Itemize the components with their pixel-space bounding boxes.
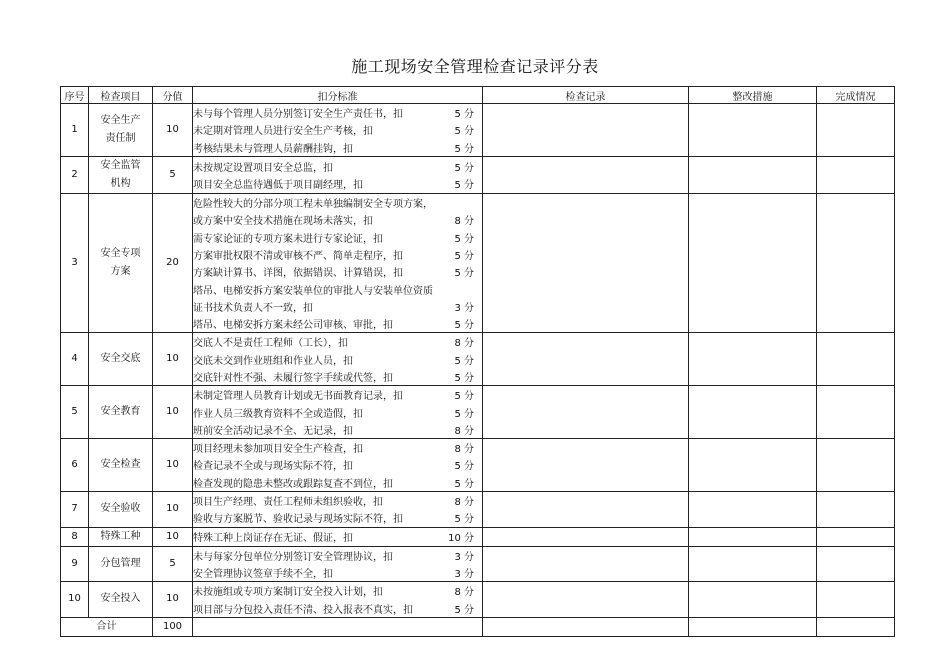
deduction-line <box>193 582 482 599</box>
deduction-points: 8 分 <box>454 216 474 228</box>
status-cell[interactable] <box>817 193 895 332</box>
check-item-line: 安全投入 <box>100 593 141 605</box>
deduction-line <box>193 351 482 368</box>
record-cell[interactable] <box>483 527 689 546</box>
deduction-points: 10 分 <box>448 533 474 545</box>
deduction-standard <box>193 386 483 439</box>
deduction-line <box>193 333 482 350</box>
page-title: 施工现场安全管理检查记录评分表 <box>351 57 599 76</box>
deduction-points: 5 分 <box>454 109 474 121</box>
row-number: 8 <box>61 527 89 546</box>
deduction-points: 5 分 <box>454 162 474 174</box>
table-row <box>61 439 895 492</box>
deduction-line <box>193 315 482 332</box>
deduction-line <box>193 474 482 491</box>
table-row <box>61 527 895 546</box>
table-body <box>61 104 895 618</box>
deduction-text: 项目生产经理、责任工程师未组织验收，扣 <box>193 497 383 509</box>
deduction-text: 交底人不是责任工程师（工长），扣 <box>193 338 348 350</box>
header-record: 检查记录 <box>483 87 689 104</box>
record-cell[interactable] <box>483 439 689 492</box>
deduction-standard <box>193 491 483 527</box>
deduction-standard <box>193 527 483 546</box>
check-item-line: 分包管理 <box>100 557 141 569</box>
row-number: 9 <box>61 546 89 582</box>
deduction-standard <box>193 193 483 332</box>
deduction-text: 安全管理协议签章手续不全，扣 <box>193 568 333 580</box>
status-cell[interactable] <box>817 546 895 582</box>
row-number: 4 <box>61 333 89 386</box>
status-cell[interactable] <box>817 527 895 546</box>
item-score: 10 <box>153 527 193 546</box>
deduction-points: 8 分 <box>454 497 474 509</box>
deduction-line <box>193 263 482 280</box>
deduction-points: 5 分 <box>454 250 474 262</box>
check-item-line: 安全生产 <box>100 114 141 126</box>
row-number: 3 <box>61 193 89 332</box>
deduction-text: 项目部与分包投入责任不清、投入报表不真实，扣 <box>193 604 413 616</box>
deduction-points: 5 分 <box>454 180 474 192</box>
deduction-text: 项目安全总监待遇低于项目副经理，扣 <box>193 180 363 192</box>
status-cell[interactable] <box>817 439 895 492</box>
score-table <box>60 86 895 637</box>
check-item-line: 特殊工种 <box>100 530 141 542</box>
deduction-line <box>193 246 482 263</box>
status-cell[interactable] <box>817 386 895 439</box>
deduction-text: 未按施组或专项方案制订安全投入计划，扣 <box>193 587 383 599</box>
record-cell[interactable] <box>483 104 689 157</box>
deduction-text: 考核结果未与管理人员薪酬挂钩，扣 <box>193 143 353 155</box>
check-item-line: 安全验收 <box>100 503 141 515</box>
record-cell[interactable] <box>483 156 689 193</box>
deduction-points: 5 分 <box>454 373 474 384</box>
table-row <box>61 386 895 439</box>
deduction-text: 交底针对性不强、未履行签字手续或代签，扣 <box>193 373 393 384</box>
deduction-text: 未与每个管理人员分别签订安全生产责任书，扣 <box>193 109 403 121</box>
header-score: 分值 <box>153 87 193 104</box>
status-cell[interactable] <box>817 333 895 386</box>
deduction-line <box>193 403 482 420</box>
deduction-text: 检查发现的隐患未整改或跟踪复查不到位，扣 <box>193 478 393 490</box>
deduction-text: 班前安全活动记录不全、无记录，扣 <box>193 425 353 437</box>
deduction-points: 5 分 <box>454 604 474 616</box>
deduction-points: 3 分 <box>454 551 474 563</box>
item-score: 10 <box>153 104 193 157</box>
deduction-points: 8 分 <box>454 338 474 350</box>
deduction-line <box>193 175 482 192</box>
deduction-points: 5 分 <box>454 461 474 473</box>
deduction-standard <box>193 333 483 386</box>
deduction-points: 8 分 <box>454 444 474 456</box>
total-record-cell <box>483 617 689 636</box>
deduction-text: 未定期对管理人员进行安全生产考核，扣 <box>193 126 373 138</box>
deduction-text: 交底未交到作业班组和作业人员，扣 <box>193 355 353 367</box>
table-row <box>61 546 895 582</box>
check-item <box>89 156 153 193</box>
deduction-line <box>193 456 482 473</box>
table-row <box>61 104 895 157</box>
check-item <box>89 193 153 332</box>
deduction-line <box>193 121 482 138</box>
deduction-text: 或方案中安全技术措施在现场未落实，扣 <box>193 216 373 228</box>
row-number: 6 <box>61 439 89 492</box>
deduction-line <box>193 528 482 545</box>
table-row <box>61 582 895 618</box>
check-item-line: 方案 <box>110 266 131 278</box>
deduction-line <box>193 211 482 228</box>
deduction-points: 5 分 <box>454 320 474 332</box>
header-standard: 扣分标准 <box>193 87 483 104</box>
header-measure: 整改措施 <box>689 87 817 104</box>
record-cell[interactable] <box>483 491 689 527</box>
status-cell[interactable] <box>817 104 895 157</box>
status-cell[interactable] <box>817 156 895 193</box>
item-score: 10 <box>153 582 193 618</box>
deduction-text: 检查记录不全或与现场实际不符，扣 <box>193 461 353 473</box>
total-measure-cell <box>689 617 817 636</box>
check-item-line: 安全交底 <box>100 353 141 365</box>
deduction-text: 方案审批权限不清或审核不严、简单走程序，扣 <box>193 250 403 262</box>
item-score: 5 <box>153 546 193 582</box>
deduction-standard <box>193 582 483 618</box>
deduction-points: 5 分 <box>454 391 474 403</box>
measure-cell[interactable] <box>689 386 817 439</box>
deduction-points: 5 分 <box>454 478 474 490</box>
item-score: 10 <box>153 491 193 527</box>
table-row <box>61 491 895 527</box>
deduction-points: 8 分 <box>454 425 474 437</box>
deduction-text: 方案缺计算书、详图，依据错误、计算错误，扣 <box>193 268 403 280</box>
total-label: 合计 <box>61 617 153 636</box>
record-cell[interactable] <box>483 582 689 618</box>
item-score: 20 <box>153 193 193 332</box>
deduction-line <box>193 194 482 211</box>
deduction-line <box>193 280 482 297</box>
item-score: 5 <box>153 156 193 193</box>
deduction-text: 未按规定设置项目安全总监，扣 <box>193 162 333 174</box>
measure-cell[interactable] <box>689 193 817 332</box>
check-item <box>89 333 153 386</box>
deduction-standard <box>193 439 483 492</box>
deduction-line <box>193 298 482 315</box>
deduction-line <box>193 158 482 175</box>
item-score: 10 <box>153 439 193 492</box>
check-item <box>89 439 153 492</box>
total-status-cell <box>817 617 895 636</box>
status-cell[interactable] <box>817 491 895 527</box>
deduction-points: 5 分 <box>454 233 474 245</box>
deduction-standard <box>193 104 483 157</box>
deduction-standard <box>193 546 483 582</box>
check-item-line: 责任制 <box>105 132 136 144</box>
deduction-line <box>193 492 482 509</box>
deduction-line <box>193 599 482 616</box>
deduction-text: 危险性较大的分部分项工程未单独编制安全专项方案， <box>193 199 433 211</box>
total-score: 100 <box>153 617 193 636</box>
deduction-standard <box>193 156 483 193</box>
deduction-line <box>193 421 482 438</box>
check-item-line: 机构 <box>110 177 131 189</box>
deduction-points: 3 分 <box>454 568 474 580</box>
header-status: 完成情况 <box>817 87 895 104</box>
table-row <box>61 156 895 193</box>
deduction-points: 5 分 <box>454 514 474 526</box>
measure-cell[interactable] <box>689 439 817 492</box>
deduction-line <box>193 228 482 245</box>
total-row <box>61 617 895 636</box>
record-cell[interactable] <box>483 333 689 386</box>
row-number: 2 <box>61 156 89 193</box>
measure-cell[interactable] <box>689 582 817 618</box>
record-cell[interactable] <box>483 193 689 332</box>
deduction-text: 未制定管理人员教育计划或无书面教育记录，扣 <box>193 391 403 403</box>
record-cell[interactable] <box>483 386 689 439</box>
measure-cell[interactable] <box>689 527 817 546</box>
deduction-line <box>193 139 482 156</box>
item-score: 10 <box>153 333 193 386</box>
header-row <box>61 87 895 104</box>
row-number: 7 <box>61 491 89 527</box>
check-item <box>89 582 153 618</box>
check-item-line: 安全监管 <box>100 159 141 171</box>
status-cell[interactable] <box>817 582 895 618</box>
deduction-text: 塔吊、电梯安拆方案安装单位的审批人与安装单位资质 <box>193 285 433 297</box>
deduction-line <box>193 564 482 581</box>
row-number: 1 <box>61 104 89 157</box>
check-item <box>89 104 153 157</box>
measure-cell[interactable] <box>689 333 817 386</box>
deduction-text: 未与每家分包单位分别签订安全管理协议，扣 <box>193 551 393 563</box>
deduction-line <box>193 386 482 403</box>
check-item <box>89 386 153 439</box>
header-item: 检查项目 <box>89 87 153 104</box>
deduction-points: 5 分 <box>454 126 474 138</box>
deduction-points: 8 分 <box>454 587 474 599</box>
deduction-text: 塔吊、电梯安拆方案未经公司审核、审批，扣 <box>193 320 393 332</box>
total-standard-cell <box>193 617 483 636</box>
deduction-line <box>193 368 482 385</box>
deduction-points: 5 分 <box>454 355 474 367</box>
deduction-line <box>193 509 482 526</box>
check-item-line: 安全专项 <box>100 248 141 260</box>
deduction-text: 项目经理未参加项目安全生产检查，扣 <box>193 444 363 456</box>
measure-cell[interactable] <box>689 491 817 527</box>
deduction-line <box>193 104 482 121</box>
check-item-line: 安全教育 <box>100 406 141 418</box>
deduction-line <box>193 439 482 456</box>
deduction-text: 作业人员三级教育资料不全或造假，扣 <box>193 408 363 420</box>
check-item-line: 安全检查 <box>100 458 141 470</box>
deduction-points: 3 分 <box>454 302 474 314</box>
record-cell[interactable] <box>483 546 689 582</box>
check-item <box>89 546 153 582</box>
measure-cell[interactable] <box>689 156 817 193</box>
deduction-text: 验收与方案脱节、验收记录与现场实际不符，扣 <box>193 514 403 526</box>
header-no: 序号 <box>61 87 89 104</box>
deduction-line <box>193 547 482 564</box>
measure-cell[interactable] <box>689 104 817 157</box>
check-item <box>89 491 153 527</box>
row-number: 5 <box>61 386 89 439</box>
item-score: 10 <box>153 386 193 439</box>
deduction-points: 5 分 <box>454 268 474 280</box>
deduction-text: 特殊工种上岗证存在无证、假证，扣 <box>193 533 353 545</box>
deduction-points: 5 分 <box>454 408 474 420</box>
deduction-text: 证书技术负责人不一致，扣 <box>193 302 313 314</box>
row-number: 10 <box>61 582 89 618</box>
table-row <box>61 333 895 386</box>
check-item <box>89 527 153 546</box>
table-row <box>61 193 895 332</box>
deduction-points: 5 分 <box>454 143 474 155</box>
measure-cell[interactable] <box>689 546 817 582</box>
deduction-text: 需专家论证的专项方案未进行专家论证，扣 <box>193 233 383 245</box>
